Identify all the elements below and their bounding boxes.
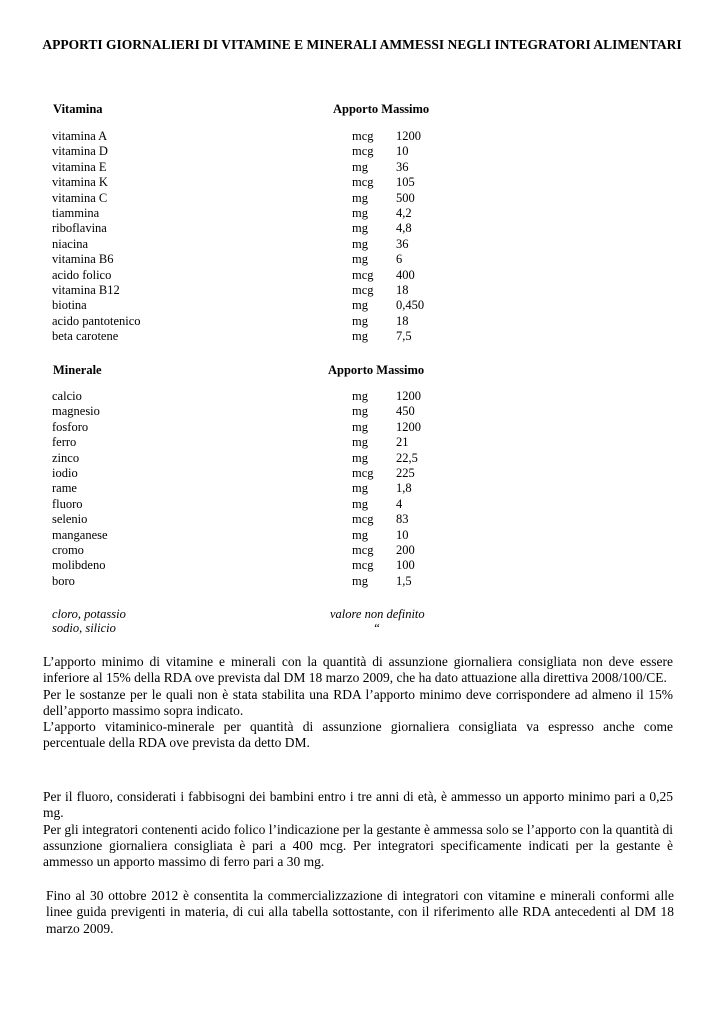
row-unit: mcg <box>352 465 374 480</box>
row-unit: mcg <box>352 282 374 297</box>
table-row <box>0 435 724 450</box>
row-name: manganese <box>52 527 108 542</box>
note-line1-value: valore non definito <box>330 607 425 621</box>
row-value: 1200 <box>396 389 421 403</box>
row-name: selenio <box>52 512 88 527</box>
row-value: 18 <box>396 313 409 328</box>
row-value: 7,5 <box>396 329 412 344</box>
row-name: biotina <box>52 298 87 313</box>
row-value: 1200 <box>396 419 421 434</box>
table-row <box>0 574 724 589</box>
note-line2-value: “ <box>373 621 380 636</box>
row-value: 500 <box>396 190 415 205</box>
table-row <box>0 144 724 159</box>
row-unit: mcg <box>352 512 374 527</box>
row-value: 21 <box>396 435 409 450</box>
row-name: acido folico <box>52 267 112 282</box>
row-unit: mg <box>352 481 368 496</box>
vitamin-table <box>0 129 724 344</box>
mineral-column-header: Minerale <box>53 363 102 377</box>
table-row <box>0 481 724 496</box>
row-name: iodio <box>52 465 78 480</box>
table-row <box>0 283 724 298</box>
table-row <box>0 314 724 329</box>
row-unit: mcg <box>352 542 374 557</box>
row-unit: mg <box>352 236 368 251</box>
row-unit: mg <box>352 573 368 588</box>
mineral-table <box>0 389 724 589</box>
table-row <box>0 466 724 481</box>
row-name: vitamina A <box>52 129 108 143</box>
paragraph: L’apporto vitaminico-minerale per quantità di assunzione giornaliera consigliata va espresso anche come percentuale della RDA ove prevista da detto DM. <box>43 719 673 751</box>
table-row <box>0 528 724 543</box>
row-value: 6 <box>396 252 403 267</box>
paragraph: Fino al 30 ottobre 2012 è consentita la commercializzazione di integratori con vitamine e minerali conformi alle linee guida previgenti in materia, di cui alla tabella sottostante, con il riferimento alle RDA antecedenti al DM 18 marzo 2009. <box>46 888 674 936</box>
table-row <box>0 175 724 190</box>
row-unit: mcg <box>352 129 374 143</box>
row-name: vitamina K <box>52 175 108 190</box>
row-unit: mcg <box>352 175 374 190</box>
row-unit: mg <box>352 419 368 434</box>
row-value: 100 <box>396 558 415 573</box>
note-line2-name: sodio, silicio <box>52 621 116 636</box>
row-unit: mg <box>352 313 368 328</box>
row-unit: mg <box>352 527 368 542</box>
table-row <box>0 389 724 404</box>
row-unit: mg <box>352 389 368 403</box>
row-value: 18 <box>396 282 409 297</box>
row-unit: mcg <box>352 144 374 159</box>
undefined-values-note <box>0 607 724 635</box>
row-unit: mg <box>352 450 368 465</box>
row-name: tiammina <box>52 205 100 220</box>
vitamin-value-column-header: Apporto Massimo <box>333 102 430 116</box>
row-value: 105 <box>396 175 415 190</box>
vitamin-column-header: Vitamina <box>53 102 103 116</box>
row-name: vitamina B6 <box>52 252 114 267</box>
row-value: 36 <box>396 236 409 251</box>
row-value: 0,450 <box>396 298 425 313</box>
paragraph: Per le sostanze per le quali non è stata stabilita una RDA l’apporto minimo deve corrispondere ad almeno il 15% dell’apporto massimo sopra indicato. <box>43 686 673 718</box>
table-row <box>0 252 724 267</box>
row-value: 4,8 <box>396 221 412 236</box>
document-title: APPORTI GIORNALIERI DI VITAMINE E MINERALI AMMESSI NEGLI INTEGRATORI ALIMENTARI <box>42 37 682 52</box>
row-name: zinco <box>52 450 80 465</box>
row-value: 400 <box>396 267 415 282</box>
paragraph: Per gli integratori contenenti acido folico l’indicazione per la gestante è ammessa solo se l’apporto con la quantità di assunzione giornaliera consigliata è pari a 400 mcg. Per integratori specificamente indicati per la gestante è ammesso un apporto massimo di ferro pari a 30 mg. <box>43 821 673 870</box>
row-unit: mg <box>352 252 368 267</box>
row-value: 22,5 <box>396 450 418 465</box>
vitamin-table-header <box>0 102 724 118</box>
row-value: 10 <box>396 144 409 159</box>
row-value: 1,8 <box>396 481 412 496</box>
table-row <box>0 558 724 573</box>
table-row <box>0 451 724 466</box>
row-name: niacina <box>52 236 89 251</box>
table-row <box>0 497 724 512</box>
note-line1-name: cloro, potassio <box>52 607 126 621</box>
row-unit: mg <box>352 205 368 220</box>
row-unit: mg <box>352 329 368 344</box>
row-unit: mg <box>352 190 368 205</box>
row-value: 4,2 <box>396 205 412 220</box>
row-value: 1200 <box>396 129 421 143</box>
table-row <box>0 512 724 527</box>
row-name: fluoro <box>52 496 83 511</box>
table-row <box>0 298 724 313</box>
paragraph: L’apporto minimo di vitamine e minerali con la quantità di assunzione giornaliera consigliata non deve essere inferiore al 15% della RDA ove prevista dal DM 18 marzo 2009, che ha dato attuazione alla direttiva 2008/100/CE. <box>43 654 673 686</box>
paragraph: Per il fluoro, considerati i fabbisogni dei bambini entro i tre anni di età, è ammesso un apporto minimo pari a 0,25 mg. <box>43 789 673 821</box>
row-name: acido pantotenico <box>52 313 141 328</box>
row-value: 450 <box>396 404 415 419</box>
row-unit: mg <box>352 298 368 313</box>
row-value: 10 <box>396 527 409 542</box>
row-name: ferro <box>52 435 77 450</box>
table-row <box>0 268 724 283</box>
row-name: vitamina B12 <box>52 282 120 297</box>
row-unit: mg <box>352 159 368 174</box>
rda-paragraphs <box>43 654 673 752</box>
row-name: molibdeno <box>52 558 106 573</box>
table-row <box>0 206 724 221</box>
row-value: 1,5 <box>396 573 412 588</box>
row-unit: mcg <box>352 558 374 573</box>
row-value: 4 <box>396 496 403 511</box>
table-row <box>0 404 724 419</box>
table-row <box>0 160 724 175</box>
row-unit: mg <box>352 221 368 236</box>
row-value: 200 <box>396 542 415 557</box>
row-name: cromo <box>52 542 84 557</box>
mineral-table-header <box>0 363 724 379</box>
transition-paragraph <box>46 888 674 937</box>
row-name: fosforo <box>52 419 89 434</box>
row-unit: mg <box>352 435 368 450</box>
row-name: vitamina D <box>52 144 108 159</box>
table-row <box>0 191 724 206</box>
row-name: vitamina C <box>52 190 108 205</box>
row-unit: mg <box>352 496 368 511</box>
row-value: 225 <box>396 465 415 480</box>
row-name: riboflavina <box>52 221 107 236</box>
row-name: rame <box>52 481 77 496</box>
row-name: calcio <box>52 389 82 403</box>
row-value: 83 <box>396 512 409 527</box>
fluoro-folic-paragraphs <box>43 789 673 870</box>
row-unit: mg <box>352 404 368 419</box>
table-row <box>0 543 724 558</box>
row-name: vitamina E <box>52 159 107 174</box>
row-unit: mcg <box>352 267 374 282</box>
row-name: boro <box>52 573 75 588</box>
row-name: beta carotene <box>52 329 119 344</box>
table-row <box>0 221 724 236</box>
table-row <box>0 420 724 435</box>
row-value: 36 <box>396 159 409 174</box>
table-row <box>0 329 724 344</box>
table-row <box>0 129 724 144</box>
mineral-value-column-header: Apporto Massimo <box>328 363 425 377</box>
table-row <box>0 237 724 252</box>
row-name: magnesio <box>52 404 100 419</box>
